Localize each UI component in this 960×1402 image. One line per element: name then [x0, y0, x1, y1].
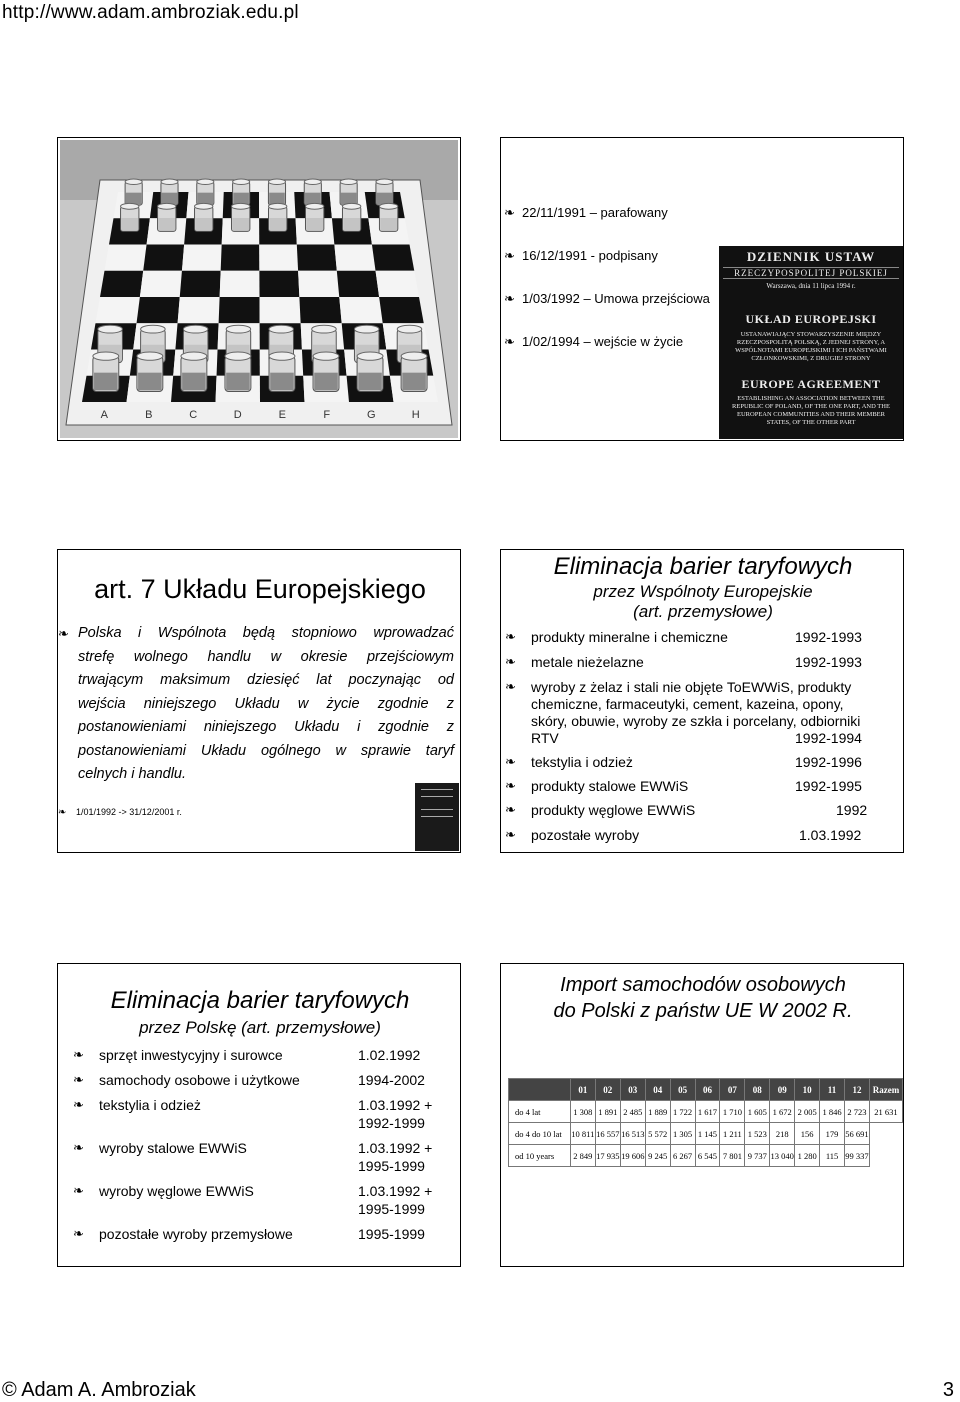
list-item: ❧ wyroby węglowe EWWiS 1.03.1992 + 1995-1999: [73, 1183, 433, 1217]
table-cell: 13 040: [770, 1145, 795, 1167]
table-cell: 7 801: [720, 1145, 745, 1167]
agreement-desc-pl: USTANAWIAJĄCY STOWARZYSZENIE MIĘDZY RZECZPOSPOLITĄ POLSKĄ, Z JEDNEJ STRONY, A WSPÓLNOTAMI EUROPEJSKIMI I ICH PAŃSTWAMI CZŁONKOWSKIMI, Z DRUGIEJ STRONY: [735, 331, 887, 362]
table-cell: 1 145: [695, 1123, 720, 1145]
table-cell: 9 245: [645, 1145, 670, 1167]
tariff-list: [73, 1047, 458, 1251]
table-cell: 6 545: [695, 1145, 720, 1167]
table-cell: 115: [820, 1145, 845, 1167]
tariff-list: [505, 629, 901, 852]
date-range: ❧ 1/01/1992 -> 31/12/2001 r.: [58, 807, 182, 818]
board-file-label: C: [189, 409, 198, 421]
article-line: Polska i Wspólnota będą stopniowo wprowadzać: [78, 625, 454, 641]
list-item: ❧ produkty stalowe EWWiS 1992-1995: [505, 778, 862, 794]
table-header-cell: 06: [695, 1079, 720, 1101]
table-cell: 1 889: [645, 1101, 670, 1123]
bullet-icon: ❧: [505, 754, 516, 769]
table-header-cell: 02: [595, 1079, 620, 1101]
list-item: ❧ metale nieżelazne 1992-1993: [505, 654, 862, 670]
slide-timeline: [500, 137, 904, 441]
journal-subtitle: RZECZYPOSPOLITEJ POLSKIEJ: [723, 267, 899, 279]
bullet-icon: ❧: [58, 626, 69, 641]
article-line: postanowieniami niniejszego Układu i zgodnie z: [78, 719, 454, 735]
bullet-icon: ❧: [73, 1183, 84, 1198]
article-line: trwającym maksimum dziesięć lat poczynając od: [78, 672, 454, 688]
list-item: ❧ produkty węglowe EWWiS 1992: [505, 802, 868, 818]
list-item: ❧ samochody osobowe i użytkowe 1994-2002: [73, 1072, 425, 1088]
chessboard-image: [60, 140, 458, 438]
bullet-icon: ❧: [73, 1072, 84, 1087]
table-cell: 10 811: [570, 1123, 595, 1145]
bullet-icon: ❧: [73, 1097, 84, 1112]
table-cell: 156: [795, 1123, 820, 1145]
row-label: do 4 do 10 lat: [509, 1123, 571, 1145]
source-url: http://www.adam.ambroziak.edu.pl: [2, 2, 299, 23]
table-cell: 56 691: [844, 1123, 869, 1145]
list-item: ❧ 22/11/1991 – parafowany: [504, 205, 668, 220]
table-cell: 9 737: [745, 1145, 770, 1167]
table-cell: 17 935: [595, 1145, 620, 1167]
bullet-icon: ❧: [73, 1226, 84, 1241]
slide-title: art. 7 Układu Europejskiego: [94, 574, 426, 604]
table-cell: 1 672: [770, 1101, 795, 1123]
article-line: wejścia niniejszego Układu w życie zgodnie z: [78, 695, 454, 712]
board-file-label: G: [366, 409, 376, 421]
board-file-label: D: [233, 409, 242, 421]
slide-subtitle: przez Polskę (art. przemysłowe): [139, 1018, 381, 1037]
list-item: ❧ tekstylia i odzież 1.03.1992 + 1992-1999: [73, 1097, 433, 1131]
table-cell: 218: [770, 1123, 795, 1145]
table-header-cell: 03: [620, 1079, 645, 1101]
bullet-icon: ❧: [504, 334, 515, 349]
row-label: do 4 lat: [509, 1101, 571, 1123]
list-item: ❧ sprzęt inwestycyjny i surowce 1.02.1992: [73, 1047, 421, 1063]
bullet-icon: ❧: [505, 827, 516, 842]
table-cell: 16 557: [595, 1123, 620, 1145]
table-cell: 2 723: [844, 1101, 869, 1123]
table-cell: 21 631: [869, 1101, 902, 1123]
table-cell: 2 485: [620, 1101, 645, 1123]
table-cell: 1 308: [570, 1101, 595, 1123]
table-header-cell: 12: [844, 1079, 869, 1101]
slide-subtitle: przez Wspólnoty Europejskie: [593, 582, 813, 601]
article-text: [58, 622, 454, 787]
table-header-cell: [509, 1079, 571, 1101]
chessboard-photo: [60, 140, 458, 438]
table-cell: 99 337: [844, 1145, 869, 1167]
bullet-icon: ❧: [504, 248, 515, 263]
journal-cover-image: [719, 246, 903, 439]
table-cell: 1 891: [595, 1101, 620, 1123]
slide-pl-tariffs: [57, 963, 461, 1267]
table-row: [509, 1123, 903, 1145]
table-header-cell: 08: [745, 1079, 770, 1101]
table-cell: 179: [820, 1123, 845, 1145]
table-header-cell: 01: [570, 1079, 595, 1101]
bullet-icon: ❧: [58, 807, 67, 818]
slide-title: Eliminacja barier taryfowych: [110, 987, 410, 1014]
bullet-icon: ❧: [505, 654, 516, 669]
list-item: ❧ pozostałe wyroby przemysłowe 1995-1999: [73, 1226, 425, 1242]
table-header-cell: 04: [645, 1079, 670, 1101]
journal-thumbnail: [415, 783, 459, 851]
bullet-icon: ❧: [505, 778, 516, 793]
table-cell: 1 280: [795, 1145, 820, 1167]
import-table: [508, 1078, 903, 1167]
board-file-label: F: [323, 409, 331, 421]
list-item: ❧ produkty mineralne i chemiczne 1992-1993: [505, 629, 862, 645]
table-cell: 1 523: [745, 1123, 770, 1145]
page-number: 3: [942, 1379, 954, 1401]
table-header-row: [509, 1079, 903, 1101]
article-line: postanowieniami Układu ogólnego w sprawie taryf: [78, 742, 454, 759]
table-cell: 5 572: [645, 1123, 670, 1145]
table-cell: 1 617: [695, 1101, 720, 1123]
list-item: ❧ 1/02/1994 – wejście w życie: [504, 334, 684, 349]
table-cell: 1 605: [745, 1101, 770, 1123]
list-item: ❧ pozostałe wyroby 1.03.1992: [505, 827, 862, 843]
agreement-desc-en: ESTABLISHING AN ASSOCIATION BETWEEN THE REPUBLIC OF POLAND, OF THE ONE PART, AND THE EUROPEAN COMMUNITIES AND THEIR MEMBER STATES, OF THE OTHER PART: [732, 395, 890, 426]
bullet-icon: ❧: [505, 629, 516, 644]
list-item: ❧ 1/03/1992 – Umowa przejściowa: [504, 291, 710, 306]
table-cell: 16 513: [620, 1123, 645, 1145]
slide-eu-tariffs: [500, 549, 904, 853]
table-header-cell: 09: [770, 1079, 795, 1101]
table-cell: 1 211: [720, 1123, 745, 1145]
slide-title: Eliminacja barier taryfowych: [553, 553, 853, 580]
slide-title: do Polski z państw UE W 2002 R.: [553, 1000, 853, 1022]
slide-chessboard-photo: [57, 137, 461, 441]
bullet-icon: ❧: [505, 802, 516, 817]
agreement-title-pl: UKŁAD EUROPEJSKI: [745, 312, 877, 326]
table-header-cell: 07: [720, 1079, 745, 1101]
board-file-label: E: [278, 409, 286, 421]
list-item: ❧ wyroby stalowe EWWiS 1.03.1992 + 1995-1999: [73, 1140, 433, 1174]
table-row: [509, 1145, 903, 1167]
table-row: [509, 1101, 903, 1123]
table-cell: 1 722: [670, 1101, 695, 1123]
list-item: ❧ wyroby z żelaz i stali nie objęte ToEWWiS, produkty chemiczne, farmaceutyki, cement, kazeina, opony, skóry, obuwie, wyroby ze szkła i porcelany, odbiorniki RTV 1992-1994: [505, 679, 862, 746]
table-cell: 2 849: [570, 1145, 595, 1167]
timeline-list: [504, 205, 724, 377]
agreement-title-en: EUROPE AGREEMENT: [741, 377, 881, 391]
table-cell: 1 710: [720, 1101, 745, 1123]
bullet-icon: ❧: [73, 1140, 84, 1155]
journal-masthead: DZIENNIK USTAW: [746, 249, 876, 264]
article-line: strefę wolnego handlu w okresie przejściowym: [78, 648, 454, 665]
slide-car-imports: [500, 963, 904, 1267]
row-label: od 10 years: [509, 1145, 571, 1167]
table-cell: 19 606: [620, 1145, 645, 1167]
table-cell: 2 005: [795, 1101, 820, 1123]
article-line: celnych i handlu.: [78, 766, 187, 782]
table-cell: 1 305: [670, 1123, 695, 1145]
board-file-label: A: [100, 409, 108, 421]
slide-subtitle: (art. przemysłowe): [633, 602, 773, 621]
table-cell: 1 846: [820, 1101, 845, 1123]
bullet-icon: ❧: [505, 679, 516, 694]
slide-article-7: [57, 549, 461, 853]
table-cell: 6 267: [670, 1145, 695, 1167]
bullet-icon: ❧: [73, 1047, 84, 1062]
table-header-cell: 11: [820, 1079, 845, 1101]
footer-author: © Adam A. Ambroziak: [2, 1379, 196, 1401]
journal-issue: Warszawa, dnia 11 lipca 1994 r.: [766, 282, 856, 290]
slide-title: Import samochodów osobowych: [560, 974, 846, 996]
list-item: ❧ tekstylia i odzież 1992-1996: [505, 754, 862, 770]
table-header-cell: 10: [795, 1079, 820, 1101]
bullet-icon: ❧: [504, 205, 515, 220]
list-item: ❧ 16/12/1991 - podpisany: [504, 248, 658, 263]
bullet-icon: ❧: [504, 291, 515, 306]
table-header-cell: Razem: [869, 1079, 902, 1101]
table-header-cell: 05: [670, 1079, 695, 1101]
board-file-label: H: [411, 409, 420, 421]
board-file-label: B: [145, 409, 153, 421]
